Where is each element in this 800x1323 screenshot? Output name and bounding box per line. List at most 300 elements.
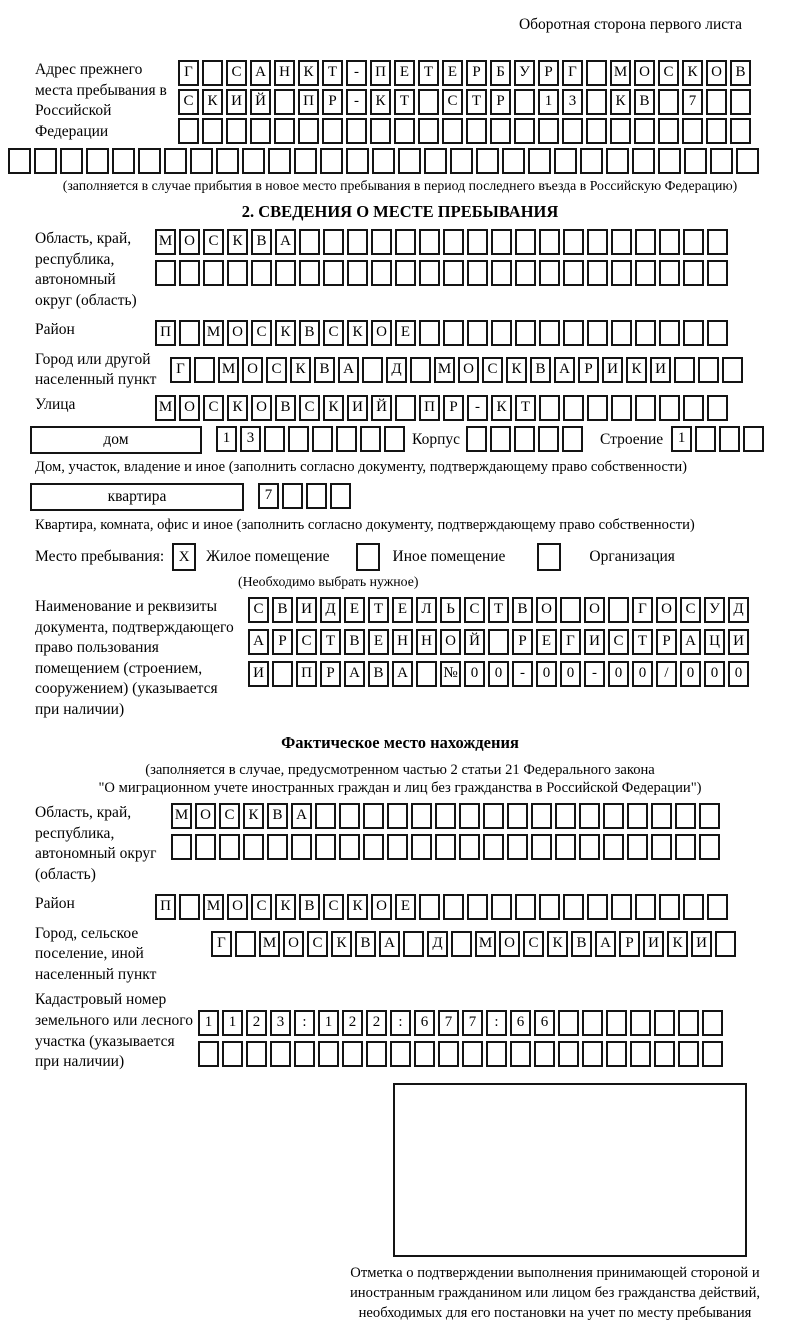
char-cell[interactable]: 1 [216,426,237,452]
char-cell[interactable] [651,803,672,829]
char-cell[interactable]: Т [466,89,487,115]
char-cell[interactable]: Г [170,357,191,383]
char-cell[interactable] [608,597,629,623]
char-cell[interactable]: Г [211,931,232,957]
char-cell[interactable]: И [226,89,247,115]
char-cell[interactable] [403,931,424,957]
char-cell[interactable] [515,320,536,346]
char-cell[interactable]: 3 [240,426,261,452]
char-cell[interactable]: И [650,357,671,383]
char-cell[interactable] [579,834,600,860]
char-cell[interactable]: Д [386,357,407,383]
char-cell[interactable]: 0 [464,661,485,687]
char-cell[interactable] [635,320,656,346]
char-cell[interactable] [715,931,736,957]
char-cell[interactable]: С [464,597,485,623]
char-cell[interactable]: И [602,357,623,383]
char-cell[interactable]: В [730,60,751,86]
char-cell[interactable] [654,1010,675,1036]
char-cell[interactable] [539,395,560,421]
char-cell[interactable]: В [571,931,592,957]
char-cell[interactable]: К [331,931,352,957]
char-cell[interactable]: О [656,597,677,623]
char-cell[interactable] [155,260,176,286]
char-cell[interactable] [467,320,488,346]
char-cell[interactable] [339,803,360,829]
char-cell[interactable]: Е [395,320,416,346]
char-cell[interactable] [579,803,600,829]
char-cell[interactable] [491,894,512,920]
char-cell[interactable]: И [347,395,368,421]
char-cell[interactable]: Г [178,60,199,86]
char-cell[interactable] [274,89,295,115]
char-cell[interactable] [418,89,439,115]
char-cell[interactable] [658,118,679,144]
char-cell[interactable]: 0 [560,661,581,687]
char-cell[interactable] [563,260,584,286]
char-cell[interactable] [483,834,504,860]
char-cell[interactable] [347,260,368,286]
char-cell[interactable]: Н [392,629,413,655]
char-cell[interactable] [272,661,293,687]
char-cell[interactable]: О [283,931,304,957]
char-cell[interactable]: Р [656,629,677,655]
char-cell[interactable] [634,118,655,144]
char-cell[interactable] [315,834,336,860]
char-cell[interactable] [323,229,344,255]
char-cell[interactable]: - [346,60,367,86]
char-cell[interactable] [315,803,336,829]
char-cell[interactable] [246,1041,267,1067]
char-cell[interactable] [370,118,391,144]
char-cell[interactable]: - [346,89,367,115]
char-cell[interactable]: К [506,357,527,383]
char-cell[interactable]: К [275,320,296,346]
char-cell[interactable] [675,803,696,829]
char-cell[interactable]: А [379,931,400,957]
char-cell[interactable] [558,1010,579,1036]
char-cell[interactable] [411,803,432,829]
char-cell[interactable] [702,1010,723,1036]
char-cell[interactable] [395,395,416,421]
char-cell[interactable]: В [272,597,293,623]
char-cell[interactable]: В [368,661,389,687]
char-cell[interactable] [707,229,728,255]
char-cell[interactable] [635,260,656,286]
char-cell[interactable]: А [554,357,575,383]
char-cell[interactable]: К [347,320,368,346]
char-cell[interactable] [695,426,716,452]
char-cell[interactable] [683,320,704,346]
char-cell[interactable]: К [290,357,311,383]
char-cell[interactable]: С [266,357,287,383]
char-cell[interactable] [562,118,583,144]
char-cell[interactable]: Т [394,89,415,115]
char-cell[interactable]: Т [418,60,439,86]
char-cell[interactable] [587,894,608,920]
char-cell[interactable]: П [155,894,176,920]
char-cell[interactable]: С [203,229,224,255]
char-cell[interactable] [659,320,680,346]
char-cell[interactable] [222,1041,243,1067]
char-cell[interactable]: С [482,357,503,383]
char-cell[interactable] [138,148,161,174]
char-cell[interactable] [555,834,576,860]
char-cell[interactable]: : [294,1010,315,1036]
char-cell[interactable] [267,834,288,860]
char-cell[interactable] [360,426,381,452]
char-cell[interactable] [491,320,512,346]
char-cell[interactable] [60,148,83,174]
char-cell[interactable] [491,260,512,286]
char-cell[interactable]: - [512,661,533,687]
char-cell[interactable] [730,118,751,144]
char-cell[interactable] [606,1041,627,1067]
char-cell[interactable] [171,834,192,860]
char-cell[interactable]: У [704,597,725,623]
char-cell[interactable]: Й [464,629,485,655]
char-cell[interactable] [363,834,384,860]
char-cell[interactable] [202,118,223,144]
char-cell[interactable] [658,148,681,174]
char-cell[interactable] [678,1010,699,1036]
char-cell[interactable]: О [371,894,392,920]
char-cell[interactable] [8,148,31,174]
char-cell[interactable]: С [323,320,344,346]
char-cell[interactable] [384,426,405,452]
char-cell[interactable]: К [323,395,344,421]
char-cell[interactable]: Й [250,89,271,115]
char-cell[interactable] [606,148,629,174]
char-cell[interactable] [443,894,464,920]
char-cell[interactable]: В [251,229,272,255]
char-cell[interactable]: М [475,931,496,957]
char-cell[interactable] [291,834,312,860]
char-cell[interactable]: Ц [704,629,725,655]
char-cell[interactable]: В [512,597,533,623]
char-cell[interactable] [719,426,740,452]
char-cell[interactable]: 2 [366,1010,387,1036]
char-cell[interactable]: Р [512,629,533,655]
char-cell[interactable]: О [634,60,655,86]
char-cell[interactable]: 0 [680,661,701,687]
char-cell[interactable]: Г [562,60,583,86]
char-cell[interactable]: Д [320,597,341,623]
char-cell[interactable]: Б [490,60,511,86]
char-cell[interactable] [435,803,456,829]
char-cell[interactable]: Г [560,629,581,655]
char-cell[interactable] [682,118,703,144]
char-cell[interactable]: О [227,320,248,346]
char-cell[interactable] [554,148,577,174]
char-cell[interactable] [659,260,680,286]
char-cell[interactable]: А [344,661,365,687]
char-cell[interactable] [462,1041,483,1067]
char-cell[interactable]: В [355,931,376,957]
char-cell[interactable] [443,260,464,286]
char-cell[interactable]: А [392,661,413,687]
char-cell[interactable] [659,395,680,421]
char-cell[interactable] [346,118,367,144]
char-cell[interactable] [611,260,632,286]
char-cell[interactable] [270,1041,291,1067]
char-cell[interactable]: О [536,597,557,623]
char-cell[interactable]: 6 [534,1010,555,1036]
char-cell[interactable]: С [178,89,199,115]
checkbox-zhiloe[interactable]: X [172,543,196,571]
char-cell[interactable]: 6 [414,1010,435,1036]
char-cell[interactable]: О [499,931,520,957]
char-cell[interactable] [515,894,536,920]
char-cell[interactable]: И [691,931,712,957]
char-cell[interactable] [627,834,648,860]
char-cell[interactable]: О [251,395,272,421]
char-cell[interactable]: В [344,629,365,655]
char-cell[interactable]: Т [368,597,389,623]
char-cell[interactable]: 1 [538,89,559,115]
char-cell[interactable]: Г [632,597,653,623]
char-cell[interactable]: В [275,395,296,421]
char-cell[interactable] [435,834,456,860]
char-cell[interactable]: С [307,931,328,957]
char-cell[interactable] [250,118,271,144]
char-cell[interactable]: 1 [222,1010,243,1036]
char-cell[interactable]: Н [416,629,437,655]
char-cell[interactable]: - [584,661,605,687]
char-cell[interactable]: М [203,894,224,920]
house-type-box[interactable]: дом [30,426,202,454]
char-cell[interactable]: К [491,395,512,421]
char-cell[interactable]: М [218,357,239,383]
checkbox-organizaciya[interactable] [537,543,561,571]
char-cell[interactable] [395,260,416,286]
char-cell[interactable] [586,89,607,115]
char-cell[interactable]: 1 [671,426,692,452]
char-cell[interactable] [675,834,696,860]
char-cell[interactable]: М [259,931,280,957]
char-cell[interactable]: П [155,320,176,346]
char-cell[interactable] [398,148,421,174]
char-cell[interactable] [179,260,200,286]
char-cell[interactable] [562,426,583,452]
char-cell[interactable] [202,60,223,86]
char-cell[interactable]: О [458,357,479,383]
char-cell[interactable] [299,260,320,286]
char-cell[interactable]: 6 [510,1010,531,1036]
char-cell[interactable] [418,118,439,144]
char-cell[interactable] [706,118,727,144]
char-cell[interactable] [372,148,395,174]
char-cell[interactable] [632,148,655,174]
char-cell[interactable]: О [371,320,392,346]
char-cell[interactable] [563,395,584,421]
char-cell[interactable] [320,148,343,174]
char-cell[interactable] [510,1041,531,1067]
char-cell[interactable] [371,229,392,255]
char-cell[interactable] [395,229,416,255]
char-cell[interactable] [651,834,672,860]
char-cell[interactable] [363,803,384,829]
char-cell[interactable] [611,894,632,920]
char-cell[interactable] [539,894,560,920]
char-cell[interactable] [298,118,319,144]
char-cell[interactable] [346,148,369,174]
char-cell[interactable] [730,89,751,115]
char-cell[interactable]: П [298,89,319,115]
char-cell[interactable] [488,629,509,655]
char-cell[interactable] [563,320,584,346]
char-cell[interactable] [419,894,440,920]
char-cell[interactable]: А [595,931,616,957]
char-cell[interactable]: А [250,60,271,86]
char-cell[interactable]: Р [578,357,599,383]
char-cell[interactable] [563,229,584,255]
char-cell[interactable] [490,426,511,452]
char-cell[interactable] [366,1041,387,1067]
char-cell[interactable] [414,1041,435,1067]
char-cell[interactable]: В [634,89,655,115]
char-cell[interactable] [216,148,239,174]
char-cell[interactable]: С [658,60,679,86]
char-cell[interactable] [451,931,472,957]
char-cell[interactable]: : [486,1010,507,1036]
char-cell[interactable]: Т [320,629,341,655]
char-cell[interactable]: Ь [440,597,461,623]
char-cell[interactable] [684,148,707,174]
apartment-type-box[interactable]: квартира [30,483,244,511]
char-cell[interactable] [390,1041,411,1067]
char-cell[interactable] [635,229,656,255]
char-cell[interactable] [587,320,608,346]
char-cell[interactable]: С [680,597,701,623]
char-cell[interactable] [586,60,607,86]
char-cell[interactable]: К [682,60,703,86]
char-cell[interactable]: М [155,229,176,255]
char-cell[interactable]: 3 [562,89,583,115]
char-cell[interactable]: В [299,320,320,346]
char-cell[interactable]: Р [272,629,293,655]
char-cell[interactable] [322,118,343,144]
char-cell[interactable]: К [298,60,319,86]
char-cell[interactable] [611,229,632,255]
char-cell[interactable] [330,483,351,509]
char-cell[interactable] [539,229,560,255]
char-cell[interactable] [514,118,535,144]
char-cell[interactable]: П [370,60,391,86]
char-cell[interactable]: Т [515,395,536,421]
char-cell[interactable] [736,148,759,174]
char-cell[interactable] [275,260,296,286]
char-cell[interactable] [515,260,536,286]
char-cell[interactable] [531,803,552,829]
char-cell[interactable] [442,118,463,144]
char-cell[interactable] [194,357,215,383]
char-cell[interactable] [411,834,432,860]
char-cell[interactable]: В [267,803,288,829]
char-cell[interactable]: О [179,395,200,421]
char-cell[interactable]: В [299,894,320,920]
char-cell[interactable] [558,1041,579,1067]
char-cell[interactable] [539,320,560,346]
char-cell[interactable] [483,803,504,829]
char-cell[interactable] [226,118,247,144]
char-cell[interactable]: 3 [270,1010,291,1036]
char-cell[interactable] [587,395,608,421]
char-cell[interactable]: М [171,803,192,829]
char-cell[interactable]: К [227,229,248,255]
char-cell[interactable]: О [584,597,605,623]
char-cell[interactable]: 2 [246,1010,267,1036]
char-cell[interactable]: А [248,629,269,655]
char-cell[interactable] [178,118,199,144]
char-cell[interactable]: А [680,629,701,655]
char-cell[interactable] [678,1041,699,1067]
char-cell[interactable] [424,148,447,174]
char-cell[interactable] [587,260,608,286]
char-cell[interactable] [450,148,473,174]
char-cell[interactable] [603,834,624,860]
char-cell[interactable] [342,1041,363,1067]
char-cell[interactable] [702,1041,723,1067]
char-cell[interactable]: Р [443,395,464,421]
char-cell[interactable] [515,229,536,255]
char-cell[interactable] [582,1041,603,1067]
char-cell[interactable] [467,894,488,920]
char-cell[interactable] [371,260,392,286]
char-cell[interactable] [674,357,695,383]
char-cell[interactable] [264,426,285,452]
char-cell[interactable]: С [226,60,247,86]
char-cell[interactable]: 1 [318,1010,339,1036]
char-cell[interactable]: К [667,931,688,957]
char-cell[interactable] [699,834,720,860]
char-cell[interactable]: К [227,395,248,421]
char-cell[interactable]: Е [368,629,389,655]
char-cell[interactable]: С [248,597,269,623]
char-cell[interactable] [467,229,488,255]
char-cell[interactable] [635,894,656,920]
char-cell[interactable]: 0 [632,661,653,687]
char-cell[interactable] [534,1041,555,1067]
char-cell[interactable]: Е [394,60,415,86]
char-cell[interactable]: В [530,357,551,383]
char-cell[interactable] [722,357,743,383]
char-cell[interactable]: 1 [198,1010,219,1036]
char-cell[interactable] [606,1010,627,1036]
char-cell[interactable] [410,357,431,383]
char-cell[interactable]: Т [322,60,343,86]
char-cell[interactable]: Т [632,629,653,655]
char-cell[interactable]: О [440,629,461,655]
char-cell[interactable] [274,118,295,144]
char-cell[interactable] [502,148,525,174]
char-cell[interactable] [195,834,216,860]
char-cell[interactable]: 7 [462,1010,483,1036]
char-cell[interactable] [514,89,535,115]
char-cell[interactable] [112,148,135,174]
char-cell[interactable] [294,148,317,174]
char-cell[interactable] [555,803,576,829]
char-cell[interactable] [707,894,728,920]
char-cell[interactable] [710,148,733,174]
char-cell[interactable] [486,1041,507,1067]
char-cell[interactable] [466,118,487,144]
char-cell[interactable] [683,260,704,286]
char-cell[interactable] [635,395,656,421]
char-cell[interactable] [164,148,187,174]
char-cell[interactable]: № [440,661,461,687]
char-cell[interactable] [235,931,256,957]
